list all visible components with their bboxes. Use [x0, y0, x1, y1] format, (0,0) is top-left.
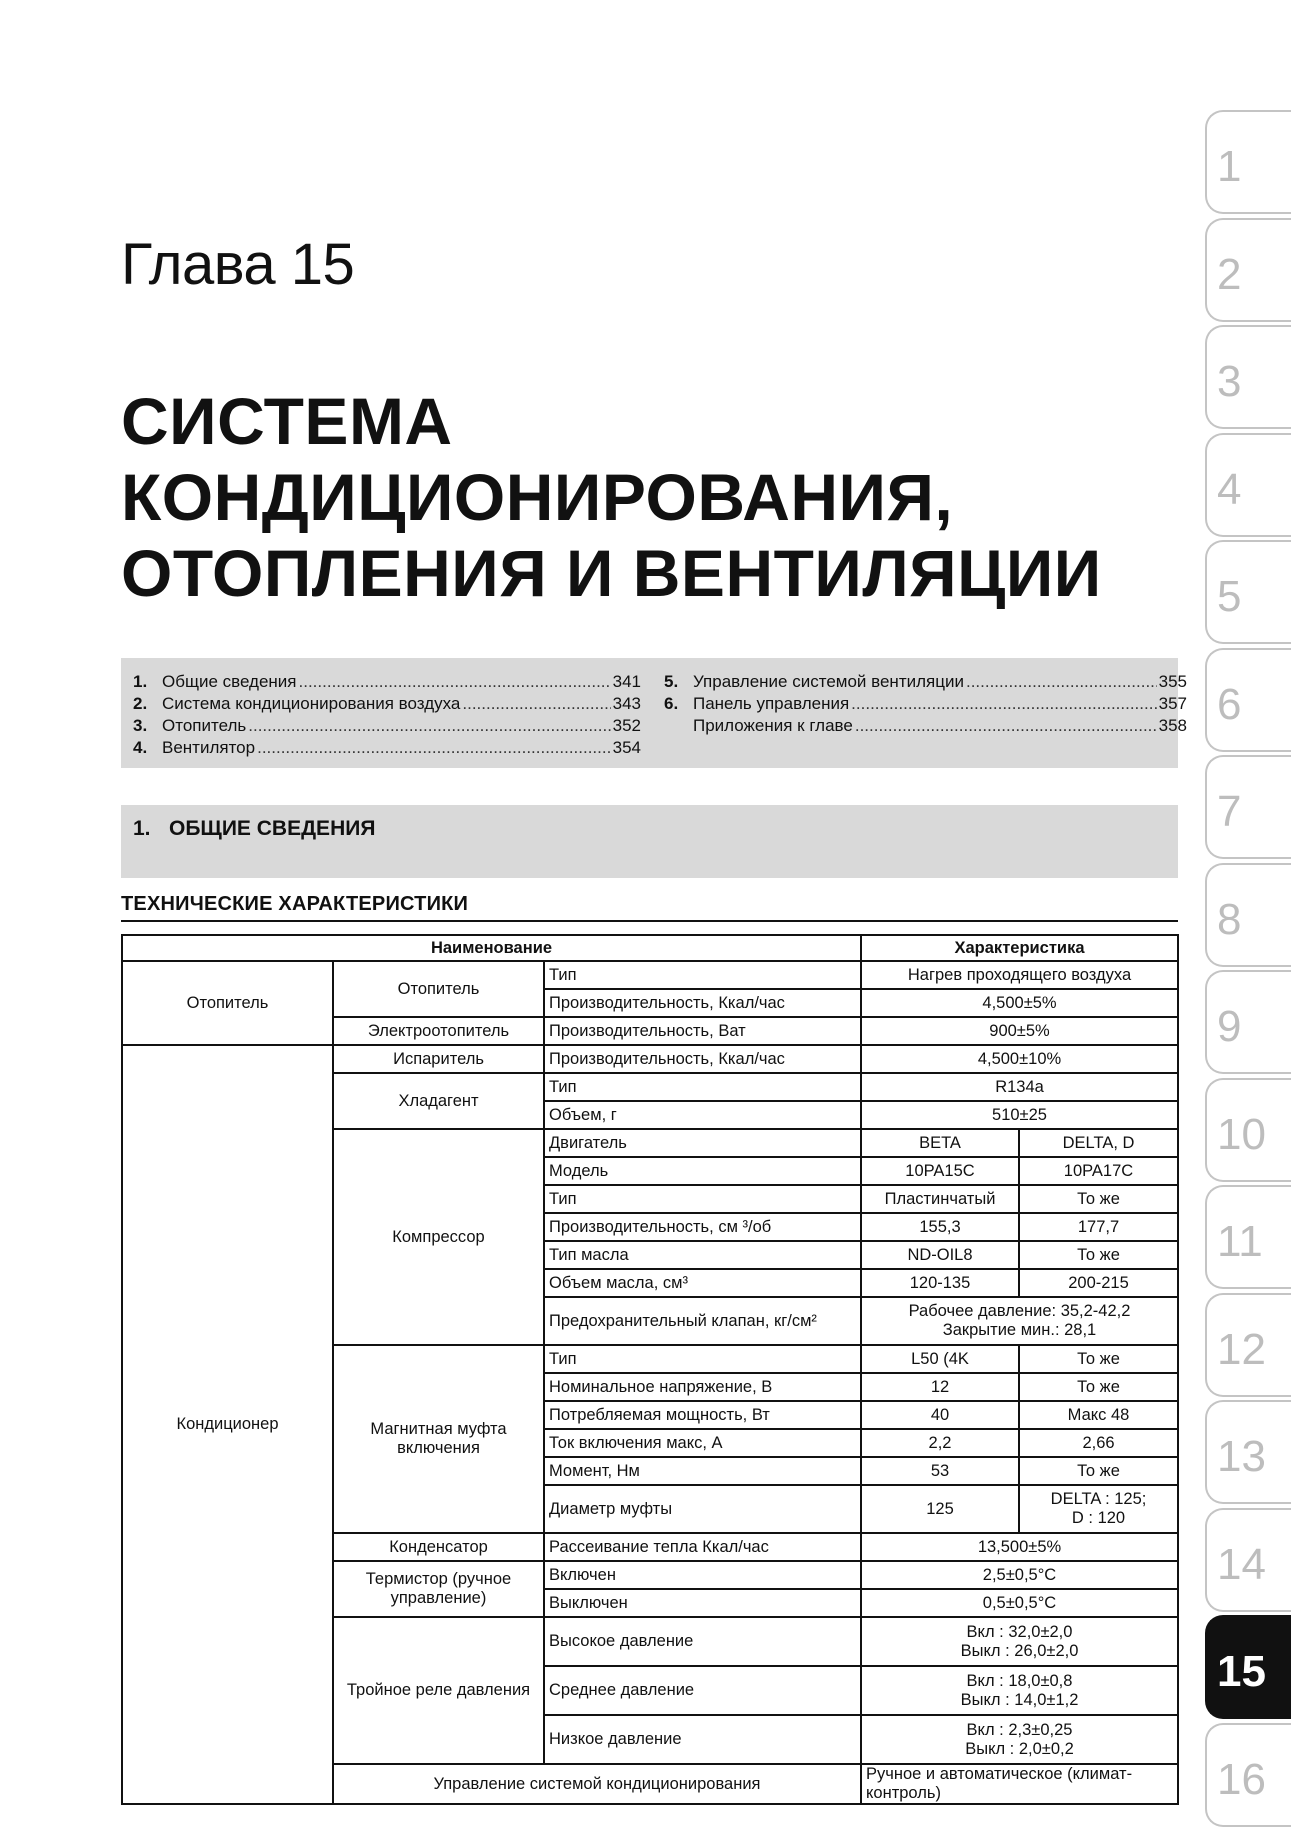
toc-item-page: 343	[612, 694, 641, 713]
value-cell: 12	[861, 1373, 1019, 1401]
toc-item-number: 1.	[133, 672, 148, 691]
chapter-tab-6[interactable]	[1205, 648, 1291, 752]
chapter-tab-1[interactable]	[1205, 110, 1291, 214]
value-cell: 155,3	[861, 1213, 1019, 1241]
section-header	[121, 805, 1178, 878]
param-cell: Потребляемая мощность, Вт	[544, 1401, 861, 1429]
value-cell: То же	[1019, 1241, 1178, 1269]
chapter-tab-2[interactable]	[1205, 218, 1291, 322]
value-cell	[861, 1297, 1178, 1345]
chapter-tab-7[interactable]	[1205, 755, 1291, 859]
header-name: Наименование	[122, 935, 861, 961]
value-line: Выкл : 26,0±2,0	[960, 1641, 1079, 1660]
toc-item-page: 354	[612, 738, 641, 757]
value-line: Выкл : 14,0±1,2	[960, 1690, 1079, 1709]
header-value: Характеристика	[861, 935, 1178, 961]
sub-thermistor: Термистор (ручное управление)	[333, 1561, 544, 1617]
value-line: Вкл : 32,0±2,0	[966, 1622, 1073, 1641]
toc-item[interactable]	[133, 715, 641, 737]
toc-column-right	[664, 671, 1187, 737]
value-cell: 0,5±0,5°C	[861, 1589, 1178, 1617]
chapter-tab-label: 15	[1217, 1647, 1266, 1696]
chapter-tab-label: 2	[1217, 249, 1242, 299]
toc-item-page: 357	[1158, 694, 1187, 713]
table-row	[122, 961, 1178, 989]
chapter-tab-label: 8	[1217, 894, 1242, 944]
toc-item-number: 5.	[664, 672, 679, 691]
value-cell: 2,5±0,5°C	[861, 1561, 1178, 1589]
chapter-tab-16[interactable]	[1205, 1723, 1291, 1827]
param-cell: Предохранительный клапан, кг/см²	[544, 1297, 861, 1345]
toc-leader	[855, 715, 1157, 737]
chapter-tab-label: 7	[1217, 787, 1242, 836]
param-cell: Объем масла, см³	[544, 1269, 861, 1297]
value-line: D : 120	[1071, 1509, 1126, 1527]
param-cell: Номинальное напряжение, В	[544, 1373, 861, 1401]
param-cell: Производительность, Ккал/час	[544, 1045, 861, 1073]
toc-item-page: 352	[612, 716, 641, 735]
param-cell: Выключен	[544, 1589, 861, 1617]
toc-item[interactable]	[133, 737, 641, 759]
toc-item[interactable]	[664, 715, 1187, 737]
chapter-tab-label: 10	[1217, 1109, 1266, 1159]
chapter-tab-label: 14	[1217, 1539, 1266, 1589]
toc-item-number: 6.	[664, 694, 679, 713]
chapter-tab-label: 3	[1217, 357, 1242, 406]
subsection-title: ТЕХНИЧЕСКИЕ ХАРАКТЕРИСТИКИ	[121, 893, 469, 915]
value-line: Рабочее давление: 35,2-42,2	[908, 1302, 1131, 1320]
specifications-table	[121, 934, 1179, 1805]
value-line: Вкл : 18,0±0,8	[966, 1671, 1073, 1690]
toc-item-page: 341	[612, 672, 641, 691]
chapter-tab-label: 12	[1217, 1324, 1266, 1374]
toc-item-text: Панель управления	[693, 694, 850, 713]
chapter-title-line: ОТОПЛЕНИЯ И ВЕНТИЛЯЦИИ	[121, 536, 1102, 610]
value-line: Закрытие мин.: 28,1	[942, 1321, 1097, 1339]
value-cell: 2,2	[861, 1429, 1019, 1457]
value-cell: 900±5%	[861, 1017, 1178, 1045]
value-cell	[861, 1617, 1178, 1666]
value-cell: Макс 48	[1019, 1401, 1178, 1429]
chapter-tab-4[interactable]	[1205, 433, 1291, 537]
chapter-tab-15[interactable]	[1205, 1615, 1291, 1719]
param-cell: Тип	[544, 1185, 861, 1213]
sub-refrigerant: Хладагент	[333, 1073, 544, 1129]
param-cell: Производительность, см ³/об	[544, 1213, 861, 1241]
value-cell: То же	[1019, 1185, 1178, 1213]
value-cell	[1019, 1485, 1178, 1533]
value-cell: R134a	[861, 1073, 1178, 1101]
toc-leader	[462, 693, 610, 715]
param-cell: Тип	[544, 1345, 861, 1373]
chapter-tab-9[interactable]	[1205, 970, 1291, 1074]
value-cell: 4,500±5%	[861, 989, 1178, 1017]
toc-column-left	[133, 671, 641, 759]
value-cell: L50 (4K	[861, 1345, 1019, 1373]
chapter-tab-14[interactable]	[1205, 1508, 1291, 1612]
subsection-divider	[121, 920, 1178, 922]
toc-item-page: 358	[1158, 716, 1187, 735]
sub-evaporator: Испаритель	[333, 1045, 544, 1073]
value-cell: ND-OIL8	[861, 1241, 1019, 1269]
param-cell: Низкое давление	[544, 1715, 861, 1764]
chapter-tab-5[interactable]	[1205, 540, 1291, 644]
chapter-title	[121, 383, 1141, 611]
value-cell: 53	[861, 1457, 1019, 1485]
value-cell: Ручное и автоматическое (климат-контроль)	[861, 1764, 1178, 1804]
value-line: Вкл : 2,3±0,25	[966, 1720, 1073, 1739]
chapter-label: Глава 15	[121, 232, 355, 297]
group-ac: Кондиционер	[122, 1045, 333, 1804]
value-cell: 200-215	[1019, 1269, 1178, 1297]
value-cell: 2,66	[1019, 1429, 1178, 1457]
toc-leader	[257, 737, 611, 759]
toc-item-text: Приложения к главе	[693, 716, 853, 735]
value-cell: То же	[1019, 1345, 1178, 1373]
param-cell: Производительность, Ват	[544, 1017, 861, 1045]
value-cell: То же	[1019, 1457, 1178, 1485]
chapter-tab-12[interactable]	[1205, 1293, 1291, 1397]
value-cell: 10PA15C	[861, 1157, 1019, 1185]
toc-leader	[851, 693, 1156, 715]
chapter-tab-10[interactable]	[1205, 1078, 1291, 1182]
param-cell: Производительность, Ккал/час	[544, 989, 861, 1017]
group-heater: Отопитель	[122, 961, 333, 1045]
toc-item-text: Управление системой вентиляции	[693, 672, 964, 691]
toc-item-number: 2.	[133, 694, 148, 713]
toc-item-text: Общие сведения	[162, 672, 297, 691]
value-cell: Пластинчатый	[861, 1185, 1019, 1213]
param-cell: Высокое давление	[544, 1617, 861, 1666]
toc-item-text: Вентилятор	[162, 738, 256, 757]
value-cell: 177,7	[1019, 1213, 1178, 1241]
toc-item-number: 4.	[133, 738, 148, 757]
section-title: ОБЩИЕ СВЕДЕНИЯ	[169, 817, 376, 840]
value-cell: То же	[1019, 1373, 1178, 1401]
value-cell: 510±25	[861, 1101, 1178, 1129]
param-cell: Момент, Нм	[544, 1457, 861, 1485]
toc-leader	[248, 715, 610, 737]
value-cell: 4,500±10%	[861, 1045, 1178, 1073]
value-cell: BETA	[861, 1129, 1019, 1157]
param-cell: Среднее давление	[544, 1666, 861, 1715]
value-line: DELTA : 125;	[1050, 1490, 1147, 1508]
value-cell: 40	[861, 1401, 1019, 1429]
toc-item-text: Система кондиционирования воздуха	[162, 694, 461, 713]
value-cell: DELTA, D	[1019, 1129, 1178, 1157]
toc-item-page: 355	[1158, 672, 1187, 691]
sub-compressor: Компрессор	[333, 1129, 544, 1345]
value-cell: 120-135	[861, 1269, 1019, 1297]
chapter-tab-label: 11	[1217, 1217, 1263, 1266]
sub-clutch: Магнитная муфта включения	[333, 1345, 544, 1533]
section-number: 1.	[133, 817, 151, 840]
toc-item[interactable]	[664, 693, 1187, 715]
chapter-title-line: КОНДИЦИОНИРОВАНИЯ,	[121, 460, 954, 534]
toc-item-number: 3.	[133, 716, 148, 735]
param-cell: Диаметр муфты	[544, 1485, 861, 1533]
sub-heater: Отопитель	[333, 961, 544, 1017]
toc-item[interactable]	[133, 671, 641, 693]
param-cell: Ток включения макс, А	[544, 1429, 861, 1457]
value-cell	[861, 1715, 1178, 1764]
chapter-tab-8[interactable]	[1205, 863, 1291, 967]
chapter-tab-11[interactable]	[1205, 1185, 1291, 1289]
chapter-title-line: СИСТЕМА	[121, 384, 453, 458]
chapter-tab-label: 9	[1217, 1002, 1242, 1051]
sub-electric-heater: Электроотопитель	[333, 1017, 544, 1045]
value-cell: 125	[861, 1485, 1019, 1533]
chapter-tab-label: 16	[1217, 1754, 1266, 1804]
param-cell: Тип масла	[544, 1241, 861, 1269]
chapter-tab-label: 1	[1217, 142, 1242, 191]
chapter-tab-label: 4	[1217, 464, 1242, 514]
toc-item[interactable]	[133, 693, 641, 715]
param-cell: Объем, г	[544, 1101, 861, 1129]
sub-condenser: Конденсатор	[333, 1533, 544, 1561]
param-cell: Тип	[544, 1073, 861, 1101]
value-line: Выкл : 2,0±0,2	[965, 1739, 1074, 1758]
param-cell: Включен	[544, 1561, 861, 1589]
value-cell: 10PA17C	[1019, 1157, 1178, 1185]
sub-triple-relay: Тройное реле давления	[333, 1617, 544, 1764]
chapter-tab-label: 5	[1217, 572, 1242, 621]
param-cell: Модель	[544, 1157, 861, 1185]
value-cell	[861, 1666, 1178, 1715]
sub-ac-control: Управление системой кондиционирования	[333, 1764, 861, 1804]
table-header-row	[122, 935, 1178, 961]
chapter-tab-13[interactable]	[1205, 1400, 1291, 1504]
toc-leader	[966, 671, 1157, 693]
value-cell: Нагрев проходящего воздуха	[861, 961, 1178, 989]
table-of-contents	[121, 658, 1187, 768]
value-cell: 13,500±5%	[861, 1533, 1178, 1561]
chapter-tab-3[interactable]	[1205, 325, 1291, 429]
toc-item-text: Отопитель	[162, 716, 247, 735]
param-cell: Рассеивание тепла Ккал/час	[544, 1533, 861, 1561]
toc-item[interactable]	[664, 671, 1187, 693]
toc-leader	[299, 671, 611, 693]
chapter-tab-label: 13	[1217, 1432, 1266, 1481]
table-row	[122, 1045, 1178, 1073]
param-cell: Двигатель	[544, 1129, 861, 1157]
chapter-tab-label: 6	[1217, 679, 1242, 729]
param-cell: Тип	[544, 961, 861, 989]
